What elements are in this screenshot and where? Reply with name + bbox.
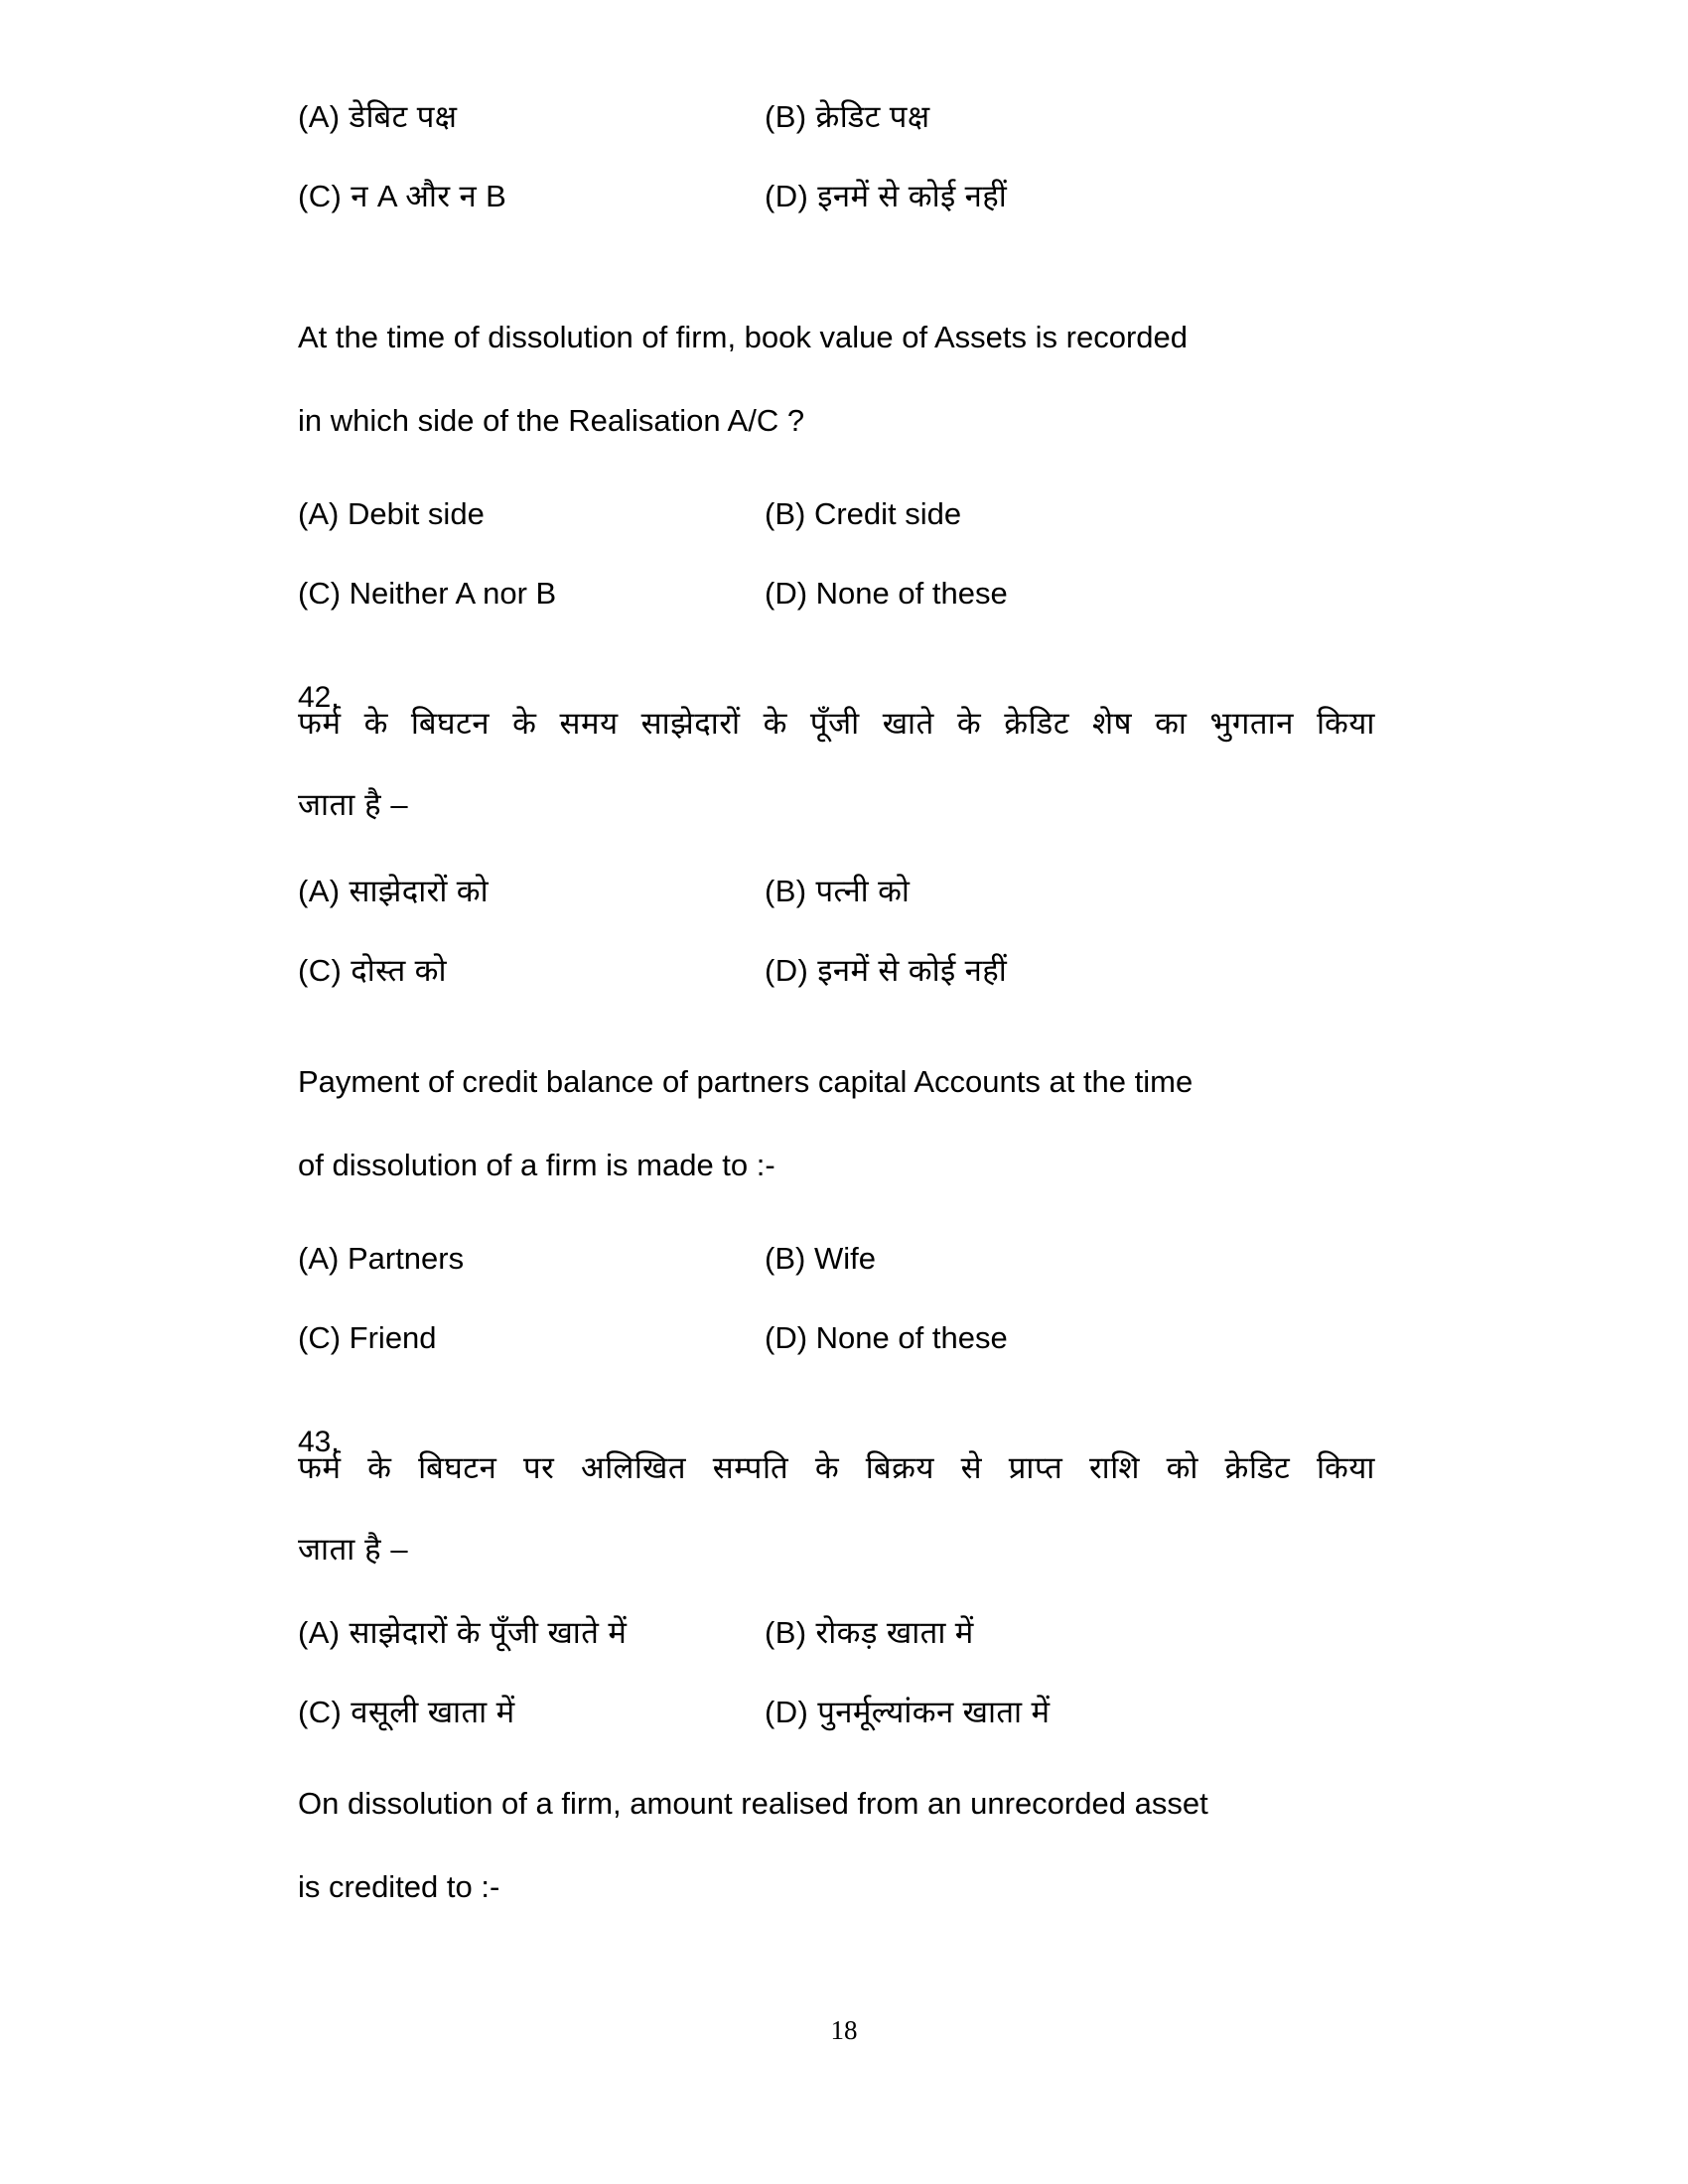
option-label: (A)	[298, 874, 341, 908]
option-c[interactable]	[298, 554, 765, 633]
option-text: क्रेडिट पक्ष	[815, 99, 930, 134]
option-text: वसूली खाता में	[351, 1695, 515, 1729]
question-41-english-stem	[0, 296, 1688, 463]
option-text: रोकड़ खाता में	[815, 1615, 974, 1650]
question-42-hindi-options	[0, 852, 1688, 1011]
option-text: पत्नी को	[815, 874, 911, 908]
option-row	[298, 1219, 1499, 1298]
page-number: 18	[830, 2015, 858, 2045]
option-c[interactable]	[298, 931, 765, 1011]
option-grid	[298, 852, 1499, 1011]
option-a[interactable]	[298, 1219, 765, 1298]
question-41-hindi-options	[0, 77, 1688, 236]
question-42-english-stem	[0, 1040, 1688, 1207]
option-label: (B)	[765, 99, 807, 134]
option-label: (A)	[298, 1615, 341, 1650]
stem-line: At the time of dissolution of firm, book value of Assets is recorded	[298, 320, 1188, 354]
stem-line: is credited to :-	[298, 1869, 500, 1904]
option-text: पुनर्मूल्यांकन खाता में	[817, 1695, 1051, 1729]
option-label: (C)	[298, 953, 343, 988]
stem-line: जाता है –	[298, 1532, 409, 1567]
question-43-english-stem	[0, 1762, 1688, 1929]
option-d[interactable]	[765, 931, 1499, 1011]
option-b[interactable]	[765, 1593, 1499, 1673]
option-text: None of these	[815, 576, 1008, 611]
option-label: (D)	[765, 1695, 809, 1729]
question-41-english-options	[0, 475, 1688, 633]
option-row	[298, 554, 1499, 633]
option-a[interactable]	[298, 1593, 765, 1673]
option-label: (C)	[298, 1695, 343, 1729]
option-text: Partners	[347, 1241, 465, 1276]
stem-line: On dissolution of a firm, amount realised from an unrecorded asset	[298, 1786, 1208, 1821]
stem-line: जाता है –	[298, 787, 409, 822]
option-c[interactable]	[298, 1298, 765, 1378]
option-row	[298, 931, 1499, 1011]
option-text: Debit side	[347, 496, 485, 531]
option-row	[298, 157, 1499, 236]
question-42-number: 42.	[298, 681, 340, 714]
option-grid	[298, 77, 1499, 236]
option-b[interactable]	[765, 77, 1499, 157]
option-label: (B)	[765, 874, 807, 908]
option-label: (D)	[765, 1320, 808, 1355]
option-row	[298, 77, 1499, 157]
option-text: Neither A nor B	[349, 576, 557, 611]
option-label: (D)	[765, 179, 809, 213]
option-c[interactable]	[298, 157, 765, 236]
option-label: (D)	[765, 953, 809, 988]
option-label: (C)	[298, 576, 342, 611]
option-label: (B)	[765, 1241, 806, 1276]
stem-line: Payment of credit balance of partners capital Accounts at the time	[298, 1064, 1194, 1099]
option-a[interactable]	[298, 852, 765, 931]
option-label: (A)	[298, 1241, 340, 1276]
option-row	[298, 1673, 1499, 1752]
option-text: साझेदारों को	[349, 874, 490, 908]
option-text: डेबिट पक्ष	[349, 99, 458, 134]
stem-line: in which side of the Realisation A/C ?	[298, 403, 805, 438]
option-label: (C)	[298, 179, 343, 213]
question-42-english-options	[0, 1219, 1688, 1378]
stem-line: फर्म के बिघटन के समय साझेदारों के पूँजी खाते के क्रेडिट शेष का भुगतान किया	[298, 706, 1375, 741]
option-row	[298, 1593, 1499, 1673]
option-text: Friend	[349, 1320, 437, 1355]
option-d[interactable]	[765, 1673, 1499, 1752]
option-text: साझेदारों के पूँजी खाते में	[349, 1615, 628, 1650]
option-b[interactable]	[765, 852, 1499, 931]
option-grid	[298, 1219, 1499, 1378]
option-row	[298, 475, 1499, 554]
option-text: न A और न B	[351, 179, 507, 213]
option-label: (C)	[298, 1320, 342, 1355]
question-43-number: 43.	[298, 1426, 340, 1458]
option-text: Credit side	[813, 496, 962, 531]
option-text: इनमें से कोई नहीं	[817, 179, 1008, 213]
stem-line: of dissolution of a firm is made to :-	[298, 1148, 775, 1182]
option-label: (A)	[298, 99, 341, 134]
option-a[interactable]	[298, 475, 765, 554]
option-b[interactable]	[765, 1219, 1499, 1298]
option-d[interactable]	[765, 554, 1499, 633]
option-d[interactable]	[765, 157, 1499, 236]
option-label: (B)	[765, 496, 806, 531]
question-43-hindi-options	[0, 1593, 1688, 1752]
option-label: (B)	[765, 1615, 807, 1650]
question-43	[0, 1428, 1688, 1590]
option-text: इनमें से कोई नहीं	[817, 953, 1008, 988]
option-grid	[298, 475, 1499, 633]
option-grid	[298, 1593, 1499, 1752]
option-row	[298, 1298, 1499, 1378]
option-b[interactable]	[765, 475, 1499, 554]
option-d[interactable]	[765, 1298, 1499, 1378]
option-text: दोस्त को	[351, 953, 447, 988]
option-row	[298, 852, 1499, 931]
stem-line: फर्म के बिघटन पर अलिखित सम्पति के बिक्रय से प्राप्त राशि को क्रेडिट किया	[298, 1450, 1375, 1485]
option-text: Wife	[813, 1241, 876, 1276]
option-label: (D)	[765, 576, 808, 611]
question-42	[0, 683, 1688, 846]
option-text: None of these	[815, 1320, 1008, 1355]
option-label: (A)	[298, 496, 340, 531]
option-a[interactable]	[298, 77, 765, 157]
option-c[interactable]	[298, 1673, 765, 1752]
